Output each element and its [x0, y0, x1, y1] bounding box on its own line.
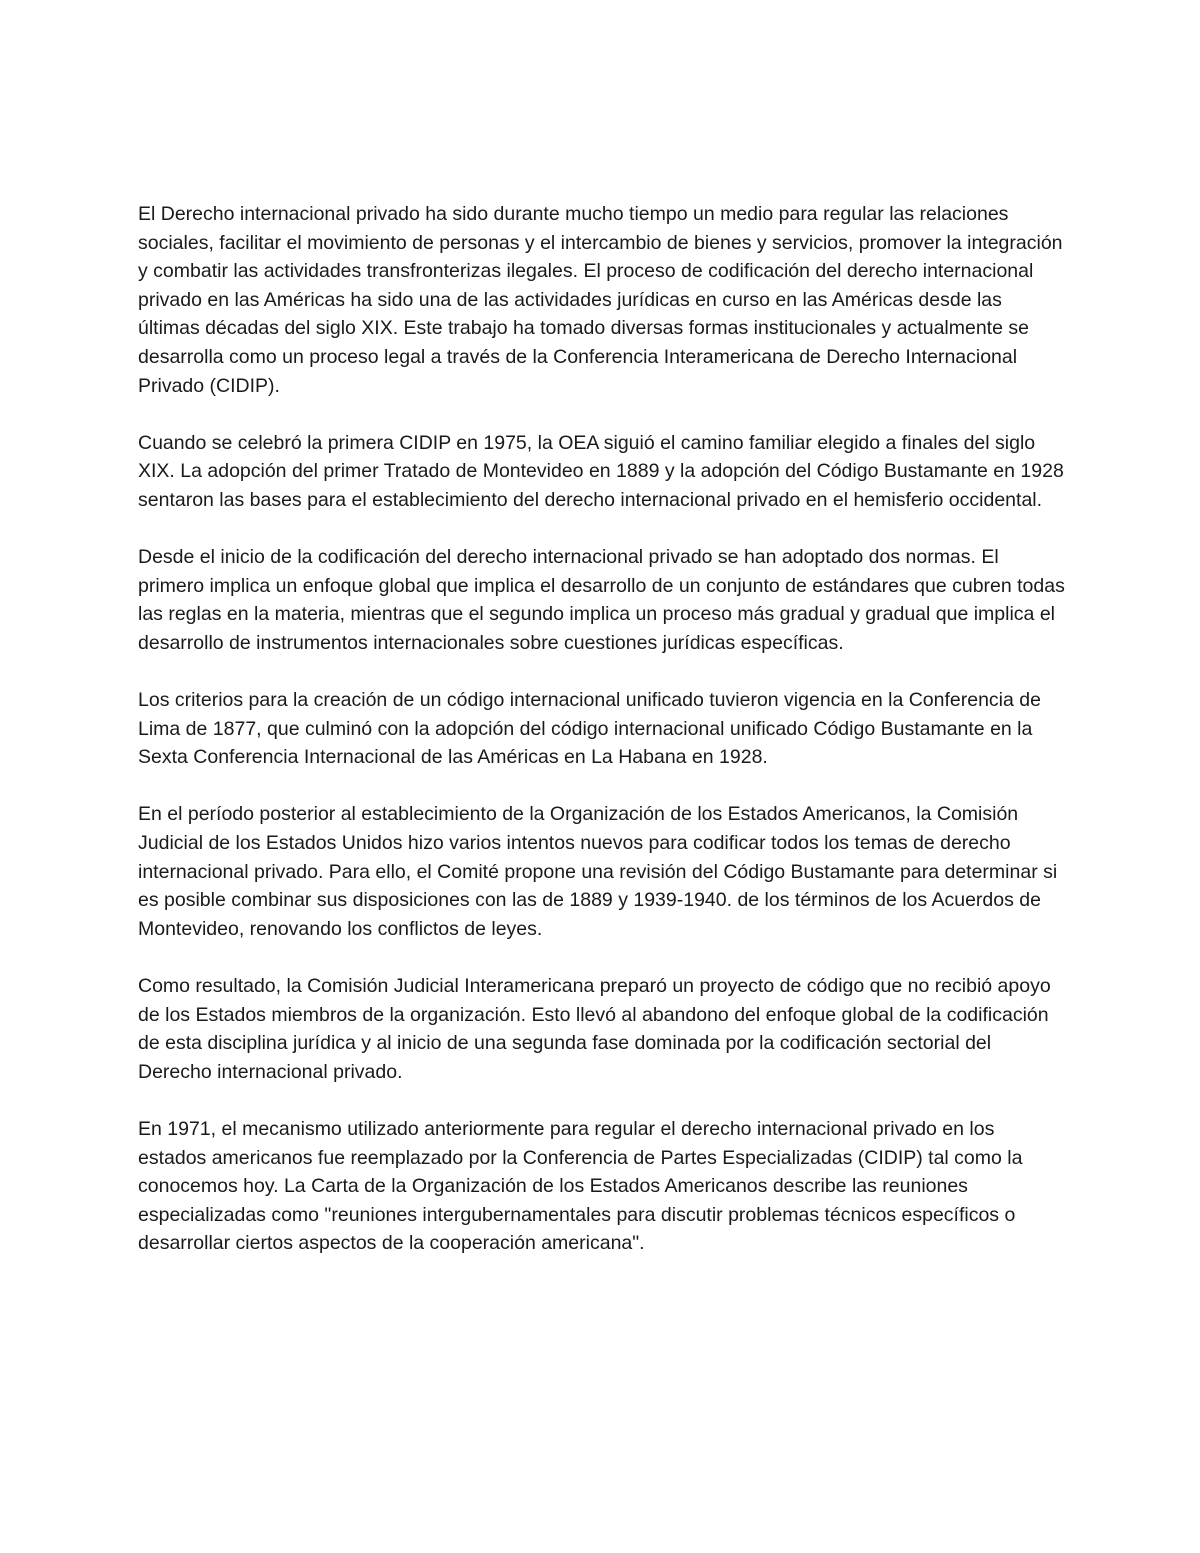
paragraph-3: Desde el inicio de la codificación del derecho internacional privado se han adoptado dos normas. El primero implica un enfoque global que implica el desarrollo de un conjunto de estándares que cubren todas las reglas en la materia, mientras que el segundo implica un proceso más gradual y gradual que implica el desarrollo de instrumentos internacionales sobre cuestiones jurídicas específicas. [138, 546, 1065, 654]
paragraph-2: Cuando se celebró la primera CIDIP en 1975, la OEA siguió el camino familiar elegido a finales del siglo XIX. La adopción del primer Tratado de Montevideo en 1889 y la adopción del Código Bustamante en 1928 sentaron las bases para el establecimiento del derecho internacional privado en el hemisferio occidental. [138, 431, 1064, 511]
paragraph-1: El Derecho internacional privado ha sido durante mucho tiempo un medio para regular las relaciones sociales, facilitar el movimiento de personas y el intercambio de bienes y servicios, promover la integración y combatir las actividades transfronterizas ilegales. El proceso de codificación del derecho internacional privado en las Américas ha sido una de las actividades jurídicas en curso en las Américas desde las últimas décadas del siglo XIX. Este trabajo ha tomado diversas formas institucionales y actualmente se desarrolla como un proceso legal a través de la Conferencia Interamericana de Derecho Internacional Privado (CIDIP). [138, 203, 1063, 397]
document-body [138, 200, 1068, 1287]
paragraph-4: Los criterios para la creación de un código internacional unificado tuvieron vigencia en la Conferencia de Lima de 1877, que culminó con la adopción del código internacional unificado Código Bustamante en la Sexta Conferencia Internacional de las Américas en La Habana en 1928. [138, 689, 1041, 769]
paragraph-6: Como resultado, la Comisión Judicial Interamericana preparó un proyecto de código que no recibió apoyo de los Estados miembros de la organización. Esto llevó al abandono del enfoque global de la codificación de esta disciplina jurídica y al inicio de una segunda fase dominada por la codificación sectorial del Derecho internacional privado. [138, 975, 1051, 1083]
paragraph-5: En el período posterior al establecimiento de la Organización de los Estados Americanos, la Comisión Judicial de los Estados Unidos hizo varios intentos nuevos para codificar todos los temas de derecho internacional privado. Para ello, el Comité propone una revisión del Código Bustamante para determinar si es posible combinar sus disposiciones con las de 1889 y 1939-1940. de los términos de los Acuerdos de Montevideo, renovando los conflictos de leyes. [138, 803, 1058, 940]
paragraph-7: En 1971, el mecanismo utilizado anteriormente para regular el derecho internacional privado en los estados americanos fue reemplazado por la Conferencia de Partes Especializadas (CIDIP) tal como la conocemos hoy. La Carta de la Organización de los Estados Americanos describe las reuniones especializadas como "reuniones intergubernamentales para discutir problemas técnicos específicos o desarrollar ciertos aspectos de la cooperación americana". [138, 1118, 1023, 1255]
